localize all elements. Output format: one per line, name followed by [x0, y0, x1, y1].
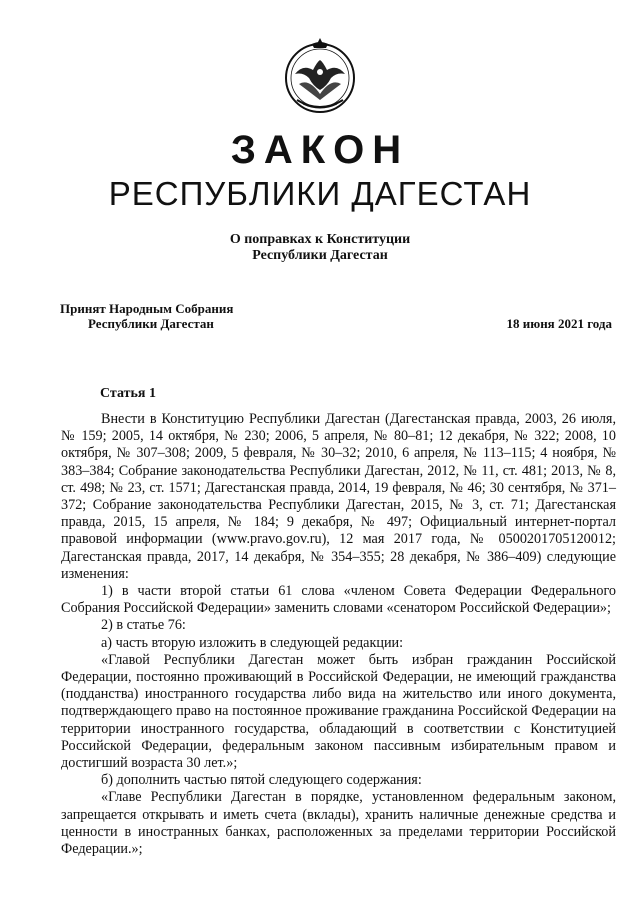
article-paragraph: 1) в части второй статьи 61 слова «членом Совета Федерации Федерального Собрания Российской Федерации» заменить словами «сенатором Российской Федерации»; — [61, 583, 616, 617]
article-paragraph: «Главе Республики Дагестан в порядке, установленном федеральным законом, запрещается открывать и иметь счета (вклады), хранить наличные денежные средства и ценности в иностранных банках, расположенных за пределами территории Российской Федерации.»; — [61, 789, 616, 858]
adoption-note-line-2: Республики Дагестан — [88, 316, 214, 331]
law-subtitle: РЕСПУБЛИКИ ДАГЕСТАН — [108, 175, 532, 212]
article-paragraph: а) часть вторую изложить в следующей редакции: — [101, 634, 404, 651]
article-paragraph: Внести в Конституцию Республики Дагестан (Дагестанская правда, 2003, 26 июля, № 159; 2005, 14 октября, № 230; 2006, 5 апреля, № 80–81; 12 декабря, № 322; 2008, 10 октября, № 307–308; 2009, 5 февраля, № 30–32; 2010, 6 апреля, № 113–115; 4 ноября, № 383–384; Собрание законодательства Республики Дагестан, 2012, № 11, ст. 481; 2013, № 8, ст. 498; № 23, ст. 1571; Дагестанская правда, 2014, 19 февраля, № 46; 30 сентября, № 371–372; Собрание законодательства Республики Дагестан, 2015, № 3, ст. 71; Дагестанская правда, 2015, 15 апреля, № 184; 9 декабря, № 497; Официальный интернет-портал правовой информации (www.pravo.gov.ru), 12 мая 2017 года, № 0500201705120012; Дагестанская правда, 2017, 14 декабря, № 354–355; 28 декабря, № 386–409) следующие изменения: — [61, 411, 616, 582]
article-heading: Статья 1 — [100, 386, 156, 401]
law-subject-line-2: Республики Дагестан — [252, 248, 388, 263]
article-paragraph: 2) в статье 76: — [101, 617, 186, 634]
adoption-date: 18 июня 2021 года — [506, 316, 612, 331]
law-subject-line-1: О поправках к Конституции — [229, 232, 411, 247]
law-subject — [0, 232, 640, 264]
article-paragraph: б) дополнить частью пятой следующего содержания: — [101, 772, 422, 789]
law-title: ЗАКОН — [230, 128, 410, 172]
article-paragraph: «Главой Республики Дагестан может быть избран гражданин Российской Федерации, постоянно проживающий в Российской Федерации, не имеющий гражданства (подданства) иностранного государства либо вида на жительство или иного документа, подтверждающего право на постоянное проживание гражданина Российской Федерации на территории иностранного государства, обладающий в соответствии с Конституцией Российской Федерации, федеральным законом пассивным избирательным правом и достигший возраста 30 лет.»; — [61, 651, 616, 772]
adoption-note-line-1: Принят Народным Собрания — [60, 301, 234, 316]
article-body — [61, 411, 616, 858]
coat-of-arms-emblem — [279, 34, 361, 116]
adoption-note — [60, 301, 233, 331]
